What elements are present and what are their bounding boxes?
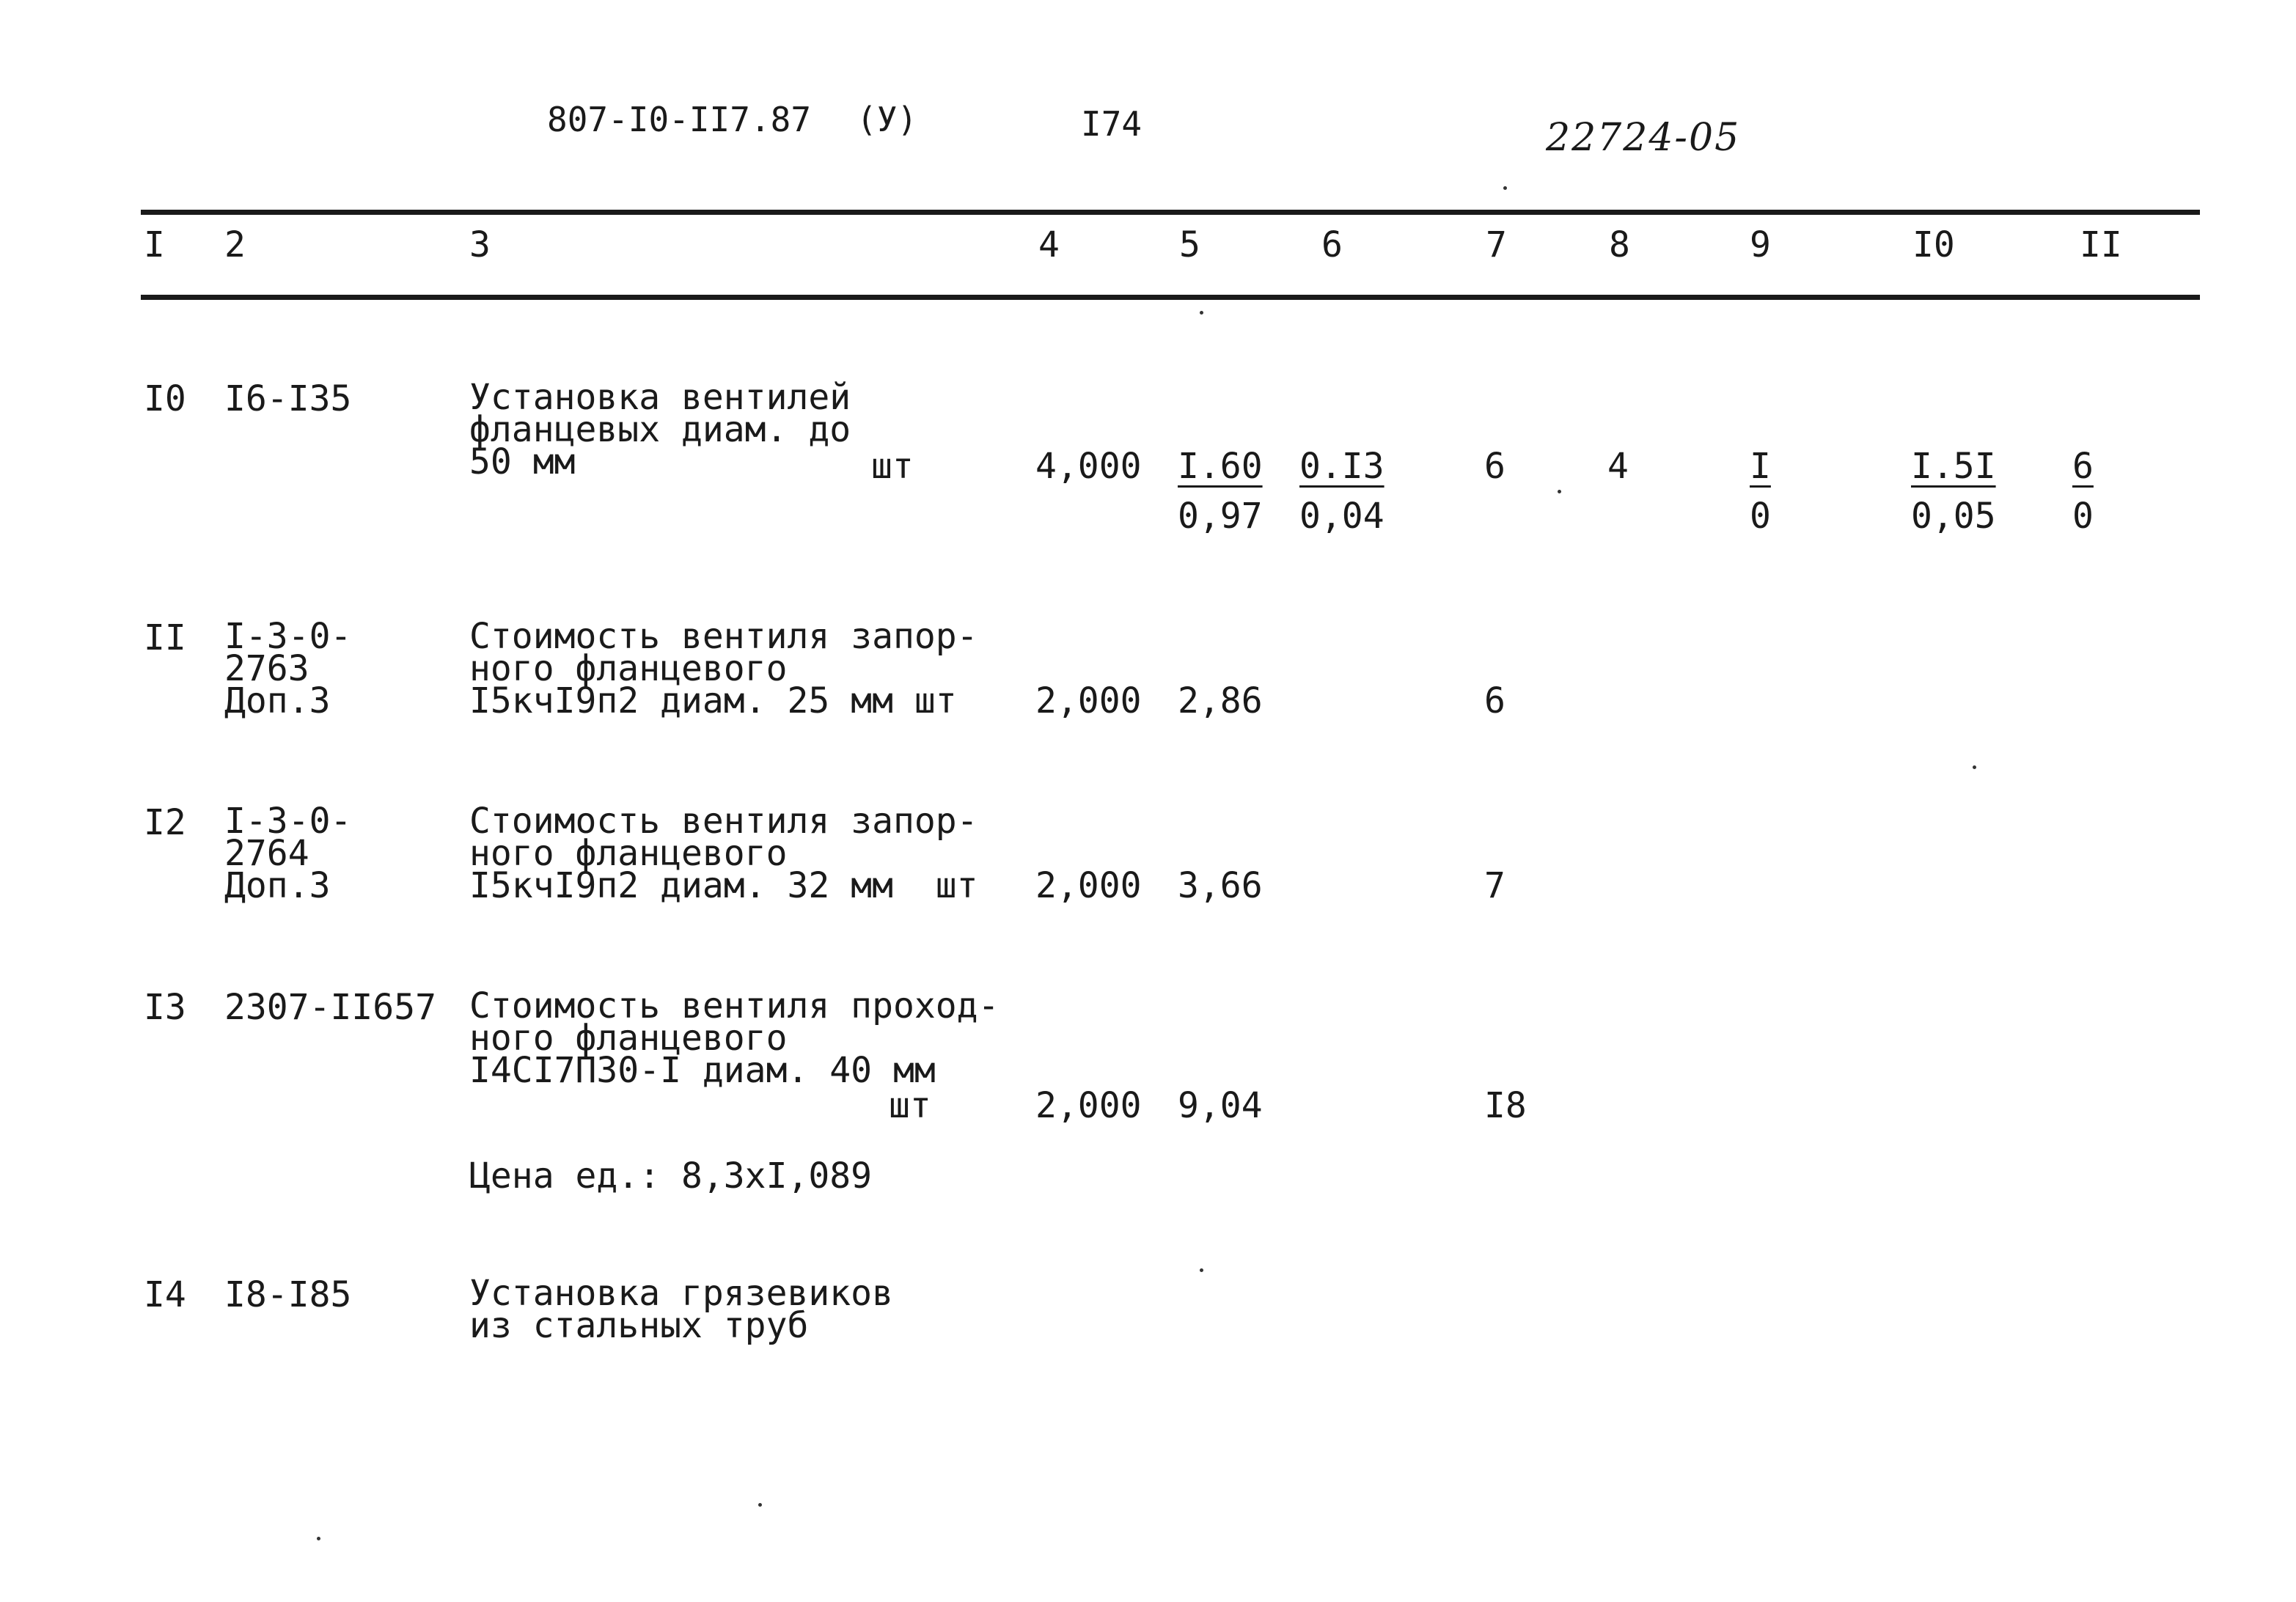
row-desc-line: Установка грязевиков	[469, 1273, 893, 1314]
col9-value-bottom: 0	[1750, 496, 1771, 537]
scan-speck	[1558, 490, 1561, 493]
row-code-line: I8-I85	[224, 1274, 352, 1315]
row-number: I2	[144, 802, 186, 843]
row-code-line: Доп.3	[224, 865, 331, 906]
row-desc-line: Стоимость вентиля запор-	[469, 616, 978, 657]
col6-value-bottom: 0,04	[1299, 496, 1384, 537]
row-desc-line: I5кчI9п2 диам. 25 мм шт	[469, 680, 957, 721]
column-header: 6	[1321, 224, 1343, 265]
row-code-line: I6-I35	[224, 378, 352, 419]
row-desc-line: I4СI7П30-I диам. 40 мм	[469, 1050, 936, 1091]
row-desc-line: Стоимость вентиля проход-	[469, 985, 1000, 1026]
row-desc-line: I5кчI9п2 диам. 32 мм шт	[469, 865, 978, 906]
row-number: I4	[144, 1274, 186, 1315]
col7-value: 6	[1484, 680, 1505, 721]
row-number: II	[144, 617, 186, 658]
row-code-line: 2307-II657	[224, 987, 436, 1028]
col7-value: 6	[1484, 446, 1505, 487]
scan-speck	[1973, 765, 1976, 769]
scan-speck	[1503, 186, 1507, 190]
row-number: I0	[144, 378, 186, 419]
col7-value: I8	[1484, 1085, 1527, 1126]
doc-number: 807-I0-II7.87	[547, 100, 812, 139]
doc-variant: (У)	[857, 100, 918, 139]
col5-value-top: I.60	[1178, 446, 1263, 487]
row-quantity: 2,000	[1035, 865, 1142, 906]
col6-value-top: 0.I3	[1299, 446, 1384, 487]
scan-speck	[1200, 1268, 1203, 1272]
column-header: 7	[1486, 224, 1507, 265]
unit-price-note: Цена ед.: 8,3хI,089	[469, 1155, 873, 1197]
row-desc-line: Установка вентилей	[469, 377, 851, 418]
column-header: 8	[1609, 224, 1630, 265]
row-desc-line: Стоимость вентиля запор-	[469, 801, 978, 842]
scan-speck	[317, 1537, 320, 1540]
header-rule-bottom	[141, 295, 2200, 300]
row-code-line: I-3-0-	[224, 801, 352, 842]
column-header: I0	[1912, 224, 1955, 265]
col7-value: 7	[1484, 865, 1505, 906]
row-quantity: 2,000	[1035, 680, 1142, 721]
scan-speck	[758, 1503, 762, 1507]
column-header: 4	[1038, 224, 1060, 265]
row-desc-line: фланцевых диам. до	[469, 409, 851, 450]
col9-value-top: I	[1750, 446, 1771, 487]
col5-value-bottom: 0,97	[1178, 496, 1263, 537]
column-header: II	[2080, 224, 2122, 265]
header-rule-top	[141, 210, 2200, 215]
row-number: I3	[144, 987, 186, 1028]
handwritten-code: 22724-05	[1546, 116, 1741, 160]
column-header: 5	[1179, 224, 1200, 265]
row-desc-line: ного фланцевого	[469, 648, 788, 689]
col5-value: 2,86	[1178, 680, 1263, 721]
row-quantity: 4,000	[1035, 446, 1142, 487]
row-code-line: 2763	[224, 648, 309, 689]
row-code-line: I-3-0-	[224, 616, 352, 657]
col10-value-top: I.5I	[1911, 446, 1996, 487]
scan-speck	[1200, 311, 1203, 315]
row-unit: шт	[889, 1085, 931, 1126]
row-unit: шт	[871, 446, 914, 487]
col5-value: 9,04	[1178, 1085, 1263, 1126]
col11-value-top: 6	[2072, 446, 2094, 487]
row-desc-line: ного фланцевого	[469, 1018, 788, 1059]
col10-value-bottom: 0,05	[1911, 496, 1996, 537]
column-header: 3	[469, 224, 491, 265]
row-desc-line: из стальных труб	[469, 1305, 809, 1346]
row-code-line: Доп.3	[224, 680, 331, 721]
row-quantity: 2,000	[1035, 1085, 1142, 1126]
page-number: I74	[1081, 104, 1143, 144]
column-header: 9	[1750, 224, 1771, 265]
column-header: 2	[224, 224, 246, 265]
col8-value: 4	[1607, 446, 1629, 487]
row-code-line: 2764	[224, 833, 309, 874]
col11-value-bottom: 0	[2072, 496, 2094, 537]
row-desc-line: ного фланцевого	[469, 833, 788, 874]
row-desc-line: 50 мм	[469, 441, 576, 482]
col5-value: 3,66	[1178, 865, 1263, 906]
column-header: I	[144, 224, 165, 265]
